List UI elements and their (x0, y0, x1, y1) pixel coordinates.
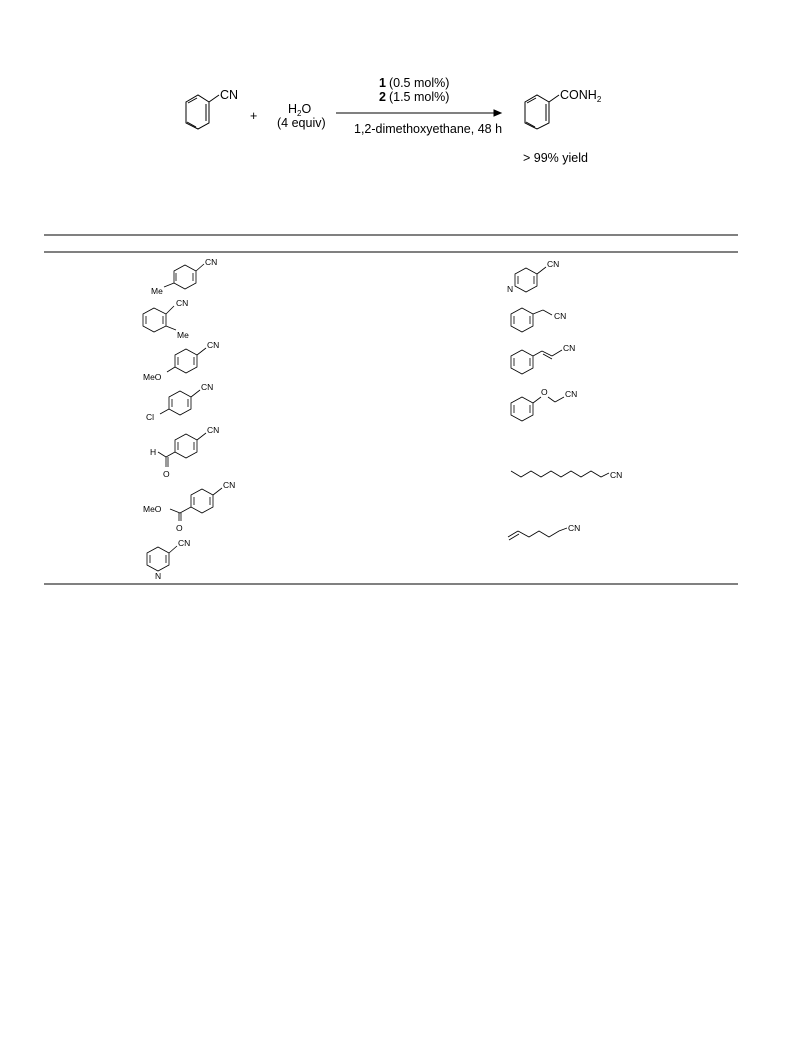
svg-text:1(0.5 mol%) (379, 76, 449, 90)
svg-text:CN: CN (176, 298, 189, 308)
svg-text:CN: CN (563, 343, 576, 353)
svg-text:N: N (155, 571, 162, 581)
svg-text:MeO: MeO (143, 372, 162, 382)
svg-text:CONH2: $CONH_2$ (560, 88, 602, 104)
svg-text:O: O (163, 469, 170, 479)
svg-text:Cl: Cl (146, 412, 155, 422)
reactant-cn-label: CN (220, 88, 239, 102)
substrate-phenoxyacetonitrile (511, 387, 577, 421)
svg-text:CN: CN (207, 340, 220, 350)
reaction-scheme (186, 76, 602, 165)
product-benzamide (525, 88, 602, 129)
substrate-2-methylbenzonitrile (143, 298, 189, 340)
solvent-time: 1,2-dimethoxyethane, 48 h (354, 122, 503, 136)
substrate-4-methoxybenzonitrile (143, 340, 219, 382)
svg-text:CN: CN (568, 523, 581, 533)
water-equiv: (4 equiv) (277, 116, 326, 130)
catalyst-1-amount: (0.5 mol%) (388, 76, 450, 90)
svg-text:H: H (150, 447, 157, 457)
substrate-methyl-4-cyanobenzoate (143, 480, 235, 533)
svg-text:CN: CN (178, 538, 191, 548)
substrate-4-chlorobenzonitrile (146, 382, 213, 422)
substrate-4-formylbenzonitrile (150, 425, 219, 479)
reaction-arrow (336, 76, 502, 136)
catalyst-2-amount: (1.5 mol%) (388, 90, 450, 104)
water-label (277, 102, 326, 130)
svg-text:CN: CN (610, 470, 623, 480)
reactant-benzonitrile (186, 88, 238, 129)
svg-text:CN: CN (223, 480, 236, 490)
substrate-nonanenitrile (511, 470, 622, 480)
substrate-cinnamonitrile (511, 343, 575, 374)
svg-text:Me: Me (151, 286, 163, 296)
substrate-hexenenitrile (508, 523, 580, 540)
substrate-3-cyanopyridine (147, 538, 190, 581)
svg-text:CN: CN (207, 425, 220, 435)
substrate-4-methylbenzonitrile (151, 257, 217, 296)
svg-text:O: O (541, 387, 548, 397)
svg-text:H2O: $H_2O$ (288, 102, 312, 118)
catalyst-2-id: 2 (379, 90, 386, 104)
substrate-benzyl-cyanide (511, 308, 566, 332)
substrate-4-cyanopyridine (507, 259, 559, 294)
svg-text:CN: CN (205, 257, 218, 267)
svg-text:Me: Me (177, 330, 189, 340)
yield-label: > 99% yield (523, 151, 588, 165)
svg-text:CN: CN (201, 382, 214, 392)
svg-text:MeO: MeO (143, 504, 162, 514)
svg-text:2(1.5 mol%) (379, 90, 449, 104)
catalyst-1-id: 1 (379, 76, 386, 90)
plus-sign: + (250, 109, 258, 123)
svg-text:CN: CN (565, 389, 578, 399)
svg-text:N: N (507, 284, 514, 294)
svg-text:CN: CN (547, 259, 560, 269)
svg-text:O: O (176, 523, 183, 533)
svg-text:CN: CN (554, 311, 567, 321)
